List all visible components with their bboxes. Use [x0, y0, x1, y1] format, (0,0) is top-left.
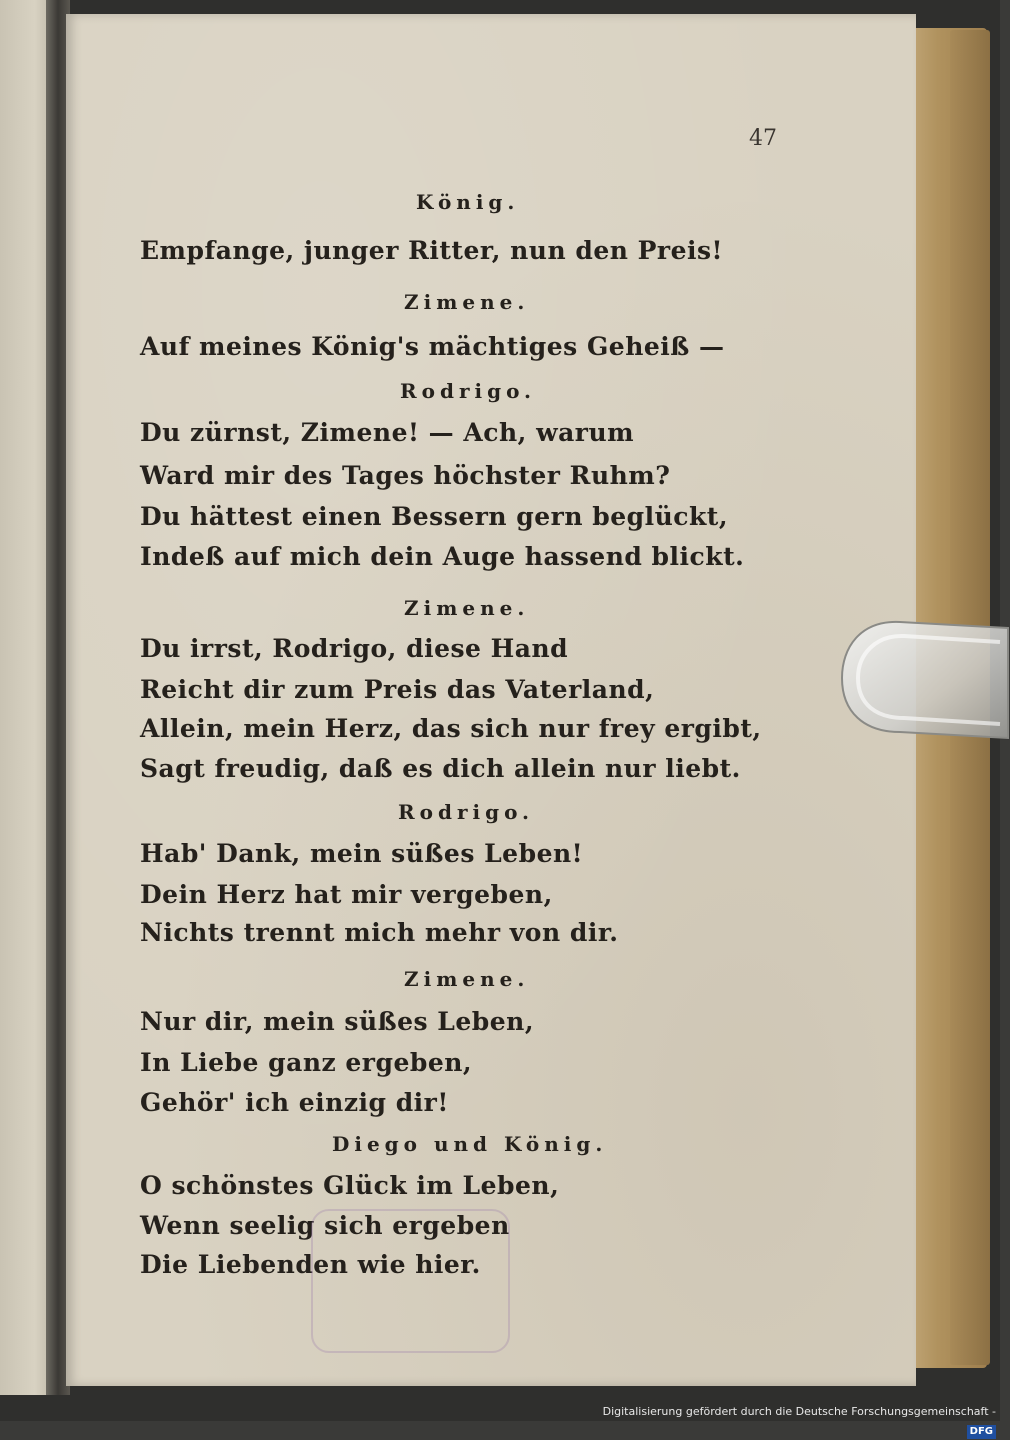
verse-line: Nur dir, mein süßes Leben, — [140, 1007, 535, 1036]
verse-line: Indeß auf mich dein Auge hassend blickt. — [140, 542, 745, 571]
speaker-heading: Diego und König. — [332, 1132, 608, 1156]
speaker-heading: Zimene. — [404, 290, 530, 314]
verse-line: Die Liebenden wie hier. — [140, 1250, 481, 1279]
verse-line: Auf meines König's mächtiges Geheiß — — [140, 332, 725, 361]
speaker-heading: König. — [416, 190, 520, 214]
verse-line: Du hättest einen Bessern gern beglückt, — [140, 502, 729, 531]
verse-line: Allein, mein Herz, das sich nur frey ergibt, — [140, 714, 762, 743]
speaker-heading: Rodrigo. — [400, 379, 537, 403]
verse-line: Du zürnst, Zimene! — Ach, warum — [140, 418, 635, 447]
verse-line: Du irrst, Rodrigo, diese Hand — [140, 634, 569, 663]
verse-line: Reicht dir zum Preis das Vaterland, — [140, 675, 655, 704]
verse-line: Hab' Dank, mein süßes Leben! — [140, 839, 584, 868]
verse-line: Dein Herz hat mir vergeben, — [140, 880, 553, 909]
digitization-footer — [600, 1402, 1000, 1437]
verse-line: Ward mir des Tages höchster Ruhm? — [140, 461, 671, 490]
verse-line: Gehör' ich einzig dir! — [140, 1088, 449, 1117]
book-page — [66, 14, 916, 1386]
dfg-logo: DFG — [967, 1425, 996, 1439]
speaker-heading: Zimene. — [404, 596, 530, 620]
speaker-heading: Zimene. — [404, 967, 530, 991]
verse-line: O schönstes Glück im Leben, — [140, 1171, 560, 1200]
page-clip-icon — [840, 620, 1010, 740]
footer-text: Digitalisierung gefördert durch die Deutsche Forschungsgemeinschaft - — [602, 1405, 996, 1418]
library-stamp — [311, 1209, 510, 1353]
verse-line: Empfange, junger Ritter, nun den Preis! — [140, 236, 724, 265]
speaker-heading: Rodrigo. — [398, 800, 535, 824]
verse-line: Nichts trennt mich mehr von dir. — [140, 918, 619, 947]
verse-line: In Liebe ganz ergeben, — [140, 1048, 473, 1077]
verse-line: Wenn seelig sich ergeben — [140, 1211, 510, 1240]
verse-line: Sagt freudig, daß es dich allein nur liebt. — [140, 754, 741, 783]
page-number: 47 — [749, 126, 777, 151]
